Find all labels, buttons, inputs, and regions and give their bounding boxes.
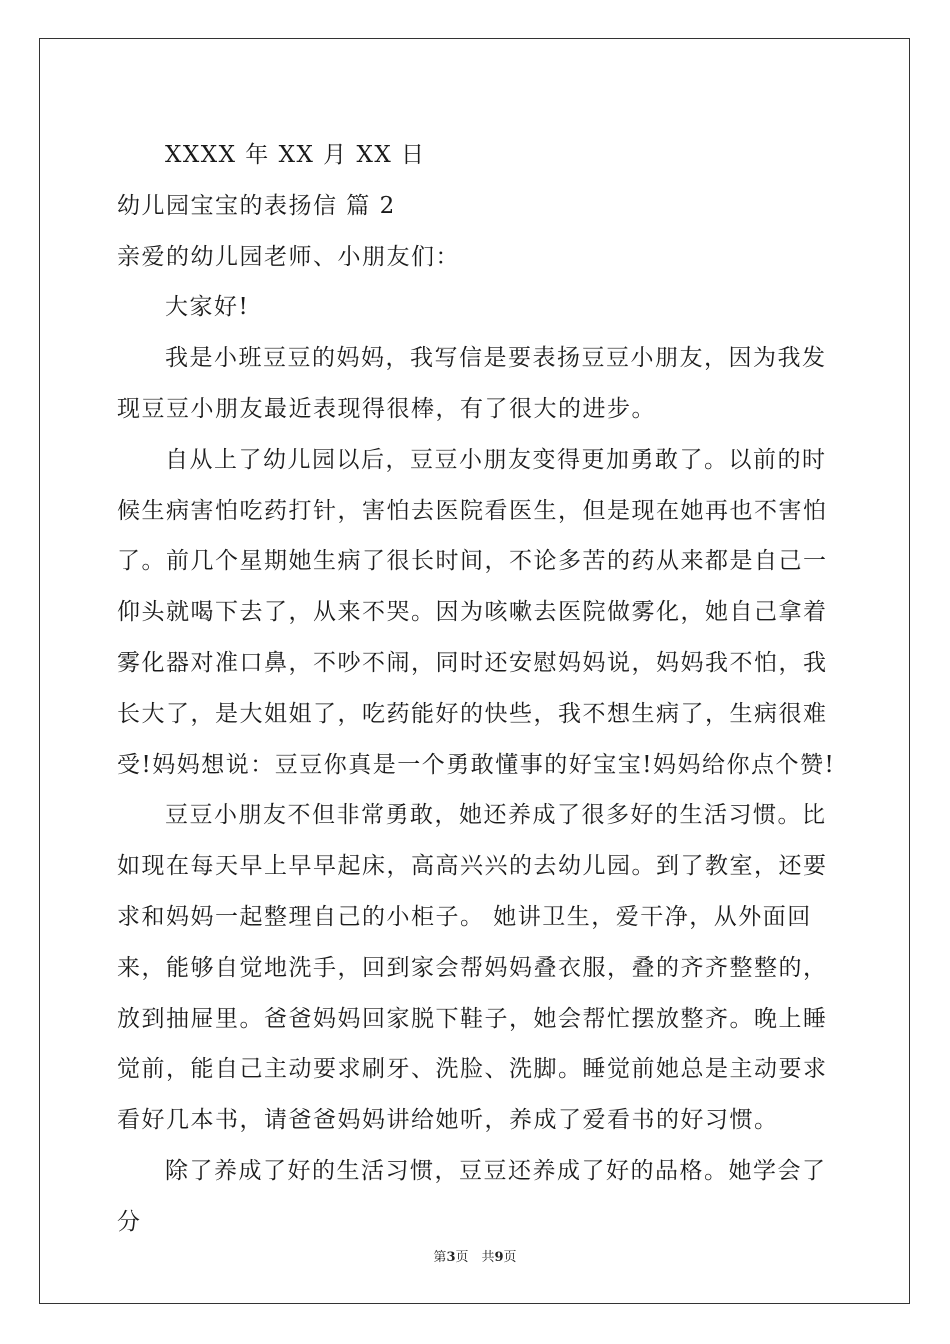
salutation: 亲爱的幼儿园老师、小朋友们： (117, 243, 460, 270)
page-total: 9 (494, 1250, 504, 1265)
document-title: 幼儿园宝宝的表扬信 篇 2 (117, 192, 396, 219)
date-line: XXXX 年 XX 月 XX 日 (165, 142, 426, 168)
paragraph-4: 除了养成了好的生活习惯，豆豆还养成了好的品格。她学会了分 (117, 1157, 827, 1235)
page-current: 3 (446, 1250, 456, 1265)
page-footer (0, 1246, 950, 1265)
document-body (117, 130, 847, 1248)
paragraph-1: 我是小班豆豆的妈妈，我写信是要表扬豆豆小朋友，因为我发现豆豆小朋友最近表现得很棒，有了很大的进步。 (117, 345, 827, 422)
page-prefix: 第 (433, 1250, 447, 1265)
page-suffix: 页 (503, 1250, 517, 1265)
paragraph-3: 豆豆小朋友不但非常勇敢，她还养成了很多好的生活习惯。比如现在每天早上早早起床，高高兴兴的去幼儿园。到了教室，还要求和妈妈一起整理自己的小柜子。 她讲卫生，爱干净，从外面回来，能够自觉地洗手，回到家会帮妈妈叠衣服，叠的齐齐整整的，放到抽屉里。爸爸妈妈回家脱下鞋子，她会帮忙摆放整齐。晚上睡觉前，能自己主动要求刷牙、洗脸、洗脚。睡觉前她总是主动要求看好几本书，请爸爸妈妈讲给她听，养成了爱看书的好习惯。 (117, 802, 828, 1134)
greeting: 大家好! (165, 294, 250, 321)
paragraph-2: 自从上了幼儿园以后，豆豆小朋友变得更加勇敢了。以前的时候生病害怕吃药打针，害怕去医院看医生，但是现在她再也不害怕了。前几个星期她生病了很长时间，不论多苦的药从来都是自己一仰头就喝下去了，从来不哭。因为咳嗽去医院做雾化，她自己拿着雾化器对准口鼻，不吵不闹，同时还安慰妈妈说，妈妈我不怕，我长大了，是大姐姐了，吃药能好的快些，我不想生病了，生病很难受!妈妈想说：豆豆你真是一个勇敢懂事的好宝宝!妈妈给你点个赞! (117, 446, 836, 778)
page-mid: 页 共 (455, 1250, 495, 1265)
